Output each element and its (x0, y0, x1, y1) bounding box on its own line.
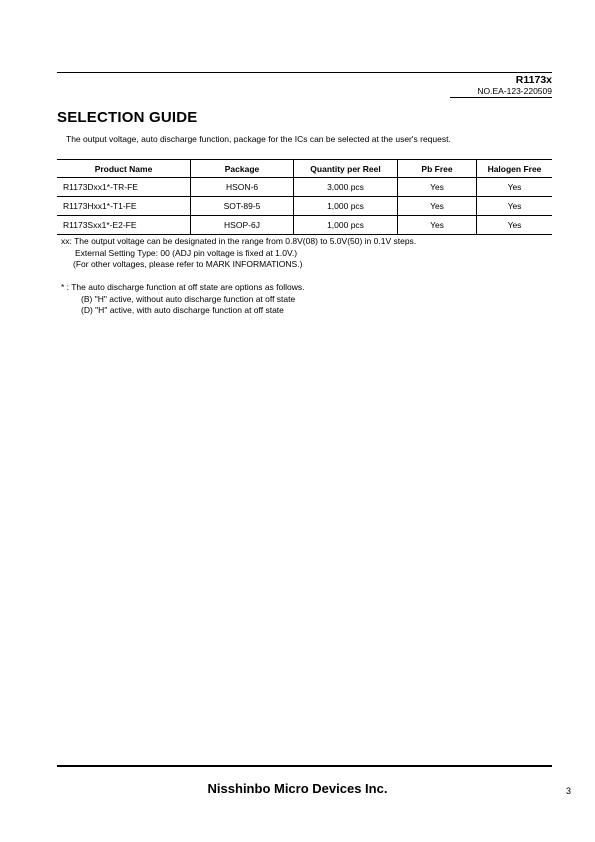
note-line: (D) "H" active, with auto discharge function at off state (81, 305, 284, 315)
document-number: NO.EA-123-220509 (477, 86, 552, 96)
column-header: Quantity per Reel (294, 160, 398, 178)
header-rule (57, 72, 552, 73)
part-number: R1173x (515, 74, 552, 86)
column-header: Halogen Free (477, 160, 553, 178)
section-intro: The output voltage, auto discharge function, package for the ICs can be selected at the user's request. (66, 134, 451, 144)
package-cell: HSOP-6J (191, 216, 294, 235)
product-name-cell: R1173Sxx1*-E2-FE (57, 216, 191, 235)
product-name-cell: R1173Dxx1*-TR-FE (57, 178, 191, 197)
quantity-cell: 1,000 pcs (294, 197, 398, 216)
pb-free-cell: Yes (398, 216, 477, 235)
page-number: 3 (565, 786, 571, 796)
table-row (57, 216, 552, 235)
note-line: xx: The output voltage can be designated in the range from 0.8V(08) to 5.0V(50) in 0.1V steps. (61, 236, 417, 246)
table-row (57, 178, 552, 197)
column-header: Pb Free (398, 160, 477, 178)
package-cell: HSON-6 (191, 178, 294, 197)
doc-number-underline (450, 97, 552, 98)
voltage-notes (61, 236, 416, 271)
option-notes (61, 282, 305, 317)
quantity-cell: 1,000 pcs (294, 216, 398, 235)
halogen-free-cell: Yes (477, 178, 553, 197)
pb-free-cell: Yes (398, 197, 477, 216)
quantity-cell: 3,000 pcs (294, 178, 398, 197)
company-name: Nisshinbo Micro Devices Inc. (207, 781, 388, 796)
note-line: * : The auto discharge function at off state are options as follows. (61, 282, 305, 292)
pb-free-cell: Yes (398, 178, 477, 197)
table-header-row (57, 160, 552, 178)
selection-table (57, 159, 552, 235)
column-header: Product Name (57, 160, 191, 178)
column-header: Package (191, 160, 294, 178)
note-line: External Setting Type: 00 (ADJ pin voltage is fixed at 1.0V.) (75, 247, 298, 258)
section-title: SELECTION GUIDE (57, 109, 198, 126)
note-line: (For other voltages, please refer to MARK INFORMATIONS.) (73, 259, 303, 269)
table-row (57, 197, 552, 216)
note-line: (B) "H" active, without auto discharge function at off state (81, 293, 296, 304)
package-cell: SOT-89-5 (191, 197, 294, 216)
footer-rule (57, 765, 552, 767)
product-name-cell: R1173Hxx1*-T1-FE (57, 197, 191, 216)
halogen-free-cell: Yes (477, 197, 553, 216)
halogen-free-cell: Yes (477, 216, 553, 235)
